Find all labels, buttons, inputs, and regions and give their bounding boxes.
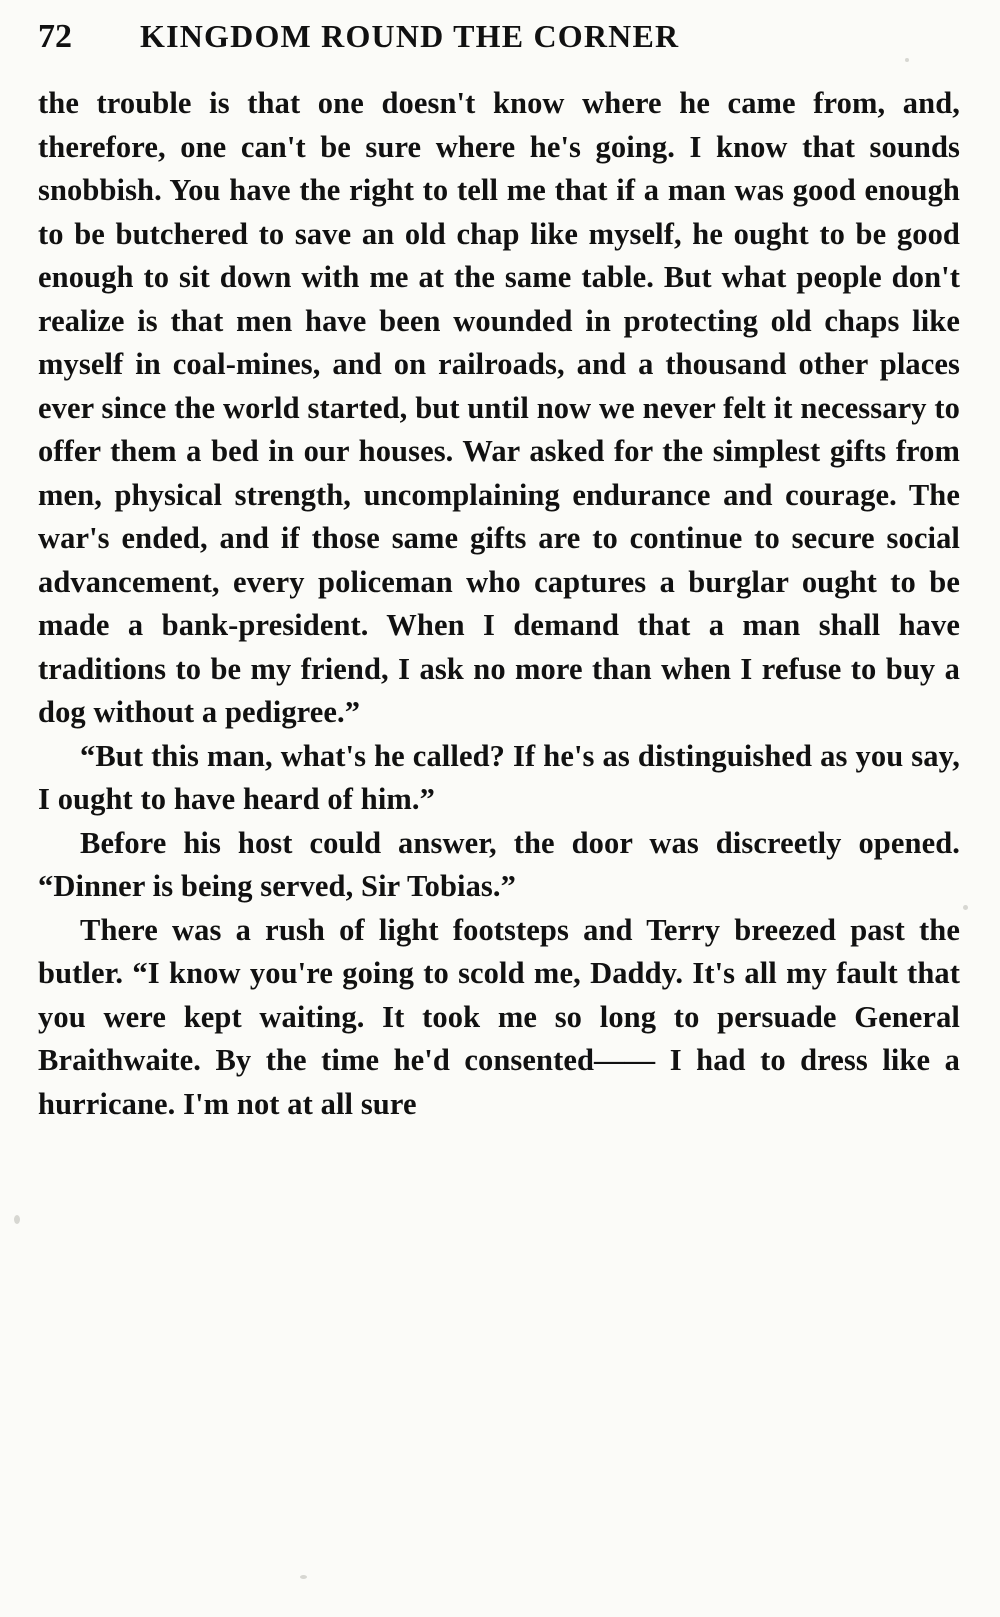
- paragraph-2: “But this man, what's he called? If he's as distinguished as you say, I ought to have heard of him.”: [38, 738, 960, 816]
- running-head-title: KINGDOM ROUND THE CORNER: [140, 18, 680, 54]
- print-speck: [14, 1215, 20, 1224]
- page-body: [0, 56, 1000, 1126]
- print-speck: [300, 1575, 307, 1579]
- page-number: 72: [38, 18, 72, 55]
- paragraph-1: the trouble is that one doesn't know where he came from, and, therefore, one can't be sure where he's going. I know that sounds snobbish. You have the right to tell me that if a man was good enough to be butchered to save an old chap like myself, he ought to be good enough to sit down with me at the same table. But what people don't realize is that men have been wounded in protecting old chaps like myself in coal-mines, and on railroads, and a thousand other places ever since the world started, but until now we never felt it necessary to offer them a bed in our houses. War asked for the simplest gifts from men, physical strength, uncomplaining endurance and courage. The war's ended, and if those same gifts are to continue to secure social advancement, every policeman who captures a burglar ought to be made a bank-president. When I demand that a man shall have traditions to be my friend, I ask no more than when I refuse to buy a dog without a pedigree.”: [38, 86, 960, 729]
- paragraph-4: There was a rush of light footsteps and Terry breezed past the butler. “I know you're going to scold me, Daddy. It's all my fault that you were kept waiting. It took me so long to persuade General Braithwaite. By the time he'd consented—— I had to dress like a hurricane. I'm not at all sure: [38, 912, 960, 1121]
- paragraph-3: Before his host could answer, the door was discreetly opened. “Dinner is being served, Sir Tobias.”: [38, 825, 960, 903]
- print-speck: [905, 58, 909, 62]
- page-header: [0, 0, 1000, 56]
- print-speck: [963, 905, 968, 910]
